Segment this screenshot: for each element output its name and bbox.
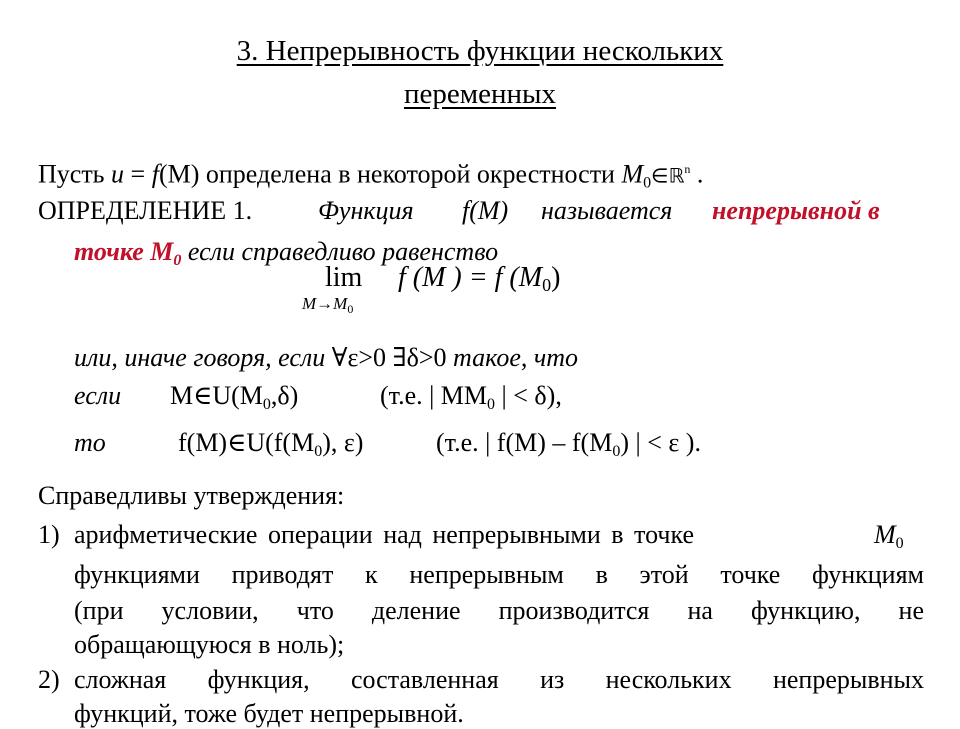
claim-2-number: 2) [38, 665, 60, 694]
page-title-line2: переменных [403, 78, 556, 110]
definition-red-term: непрерывной в [712, 196, 880, 225]
if-cond: $M\in U(M_0,\delta)$ [170, 381, 299, 413]
then-cond: $f(M)\in U(f(M_0)$, ε) [178, 428, 364, 460]
definition-head: ОПРЕДЕЛЕНИЕ 1. [38, 196, 253, 225]
page-title: 3. Непрерывность функции нескольких [236, 35, 724, 67]
definition-fM: f(M) [462, 196, 509, 225]
intro-line: Пусть u = f(M) определена в некоторой окрестности $M_0\in ℝ^n$ . [38, 159, 704, 192]
claim-2-line1: сложная функция, составленная из нескольких непрерывных [74, 665, 924, 694]
claim-1-line3: (при условии, что деление производится на функцию, не [74, 596, 924, 625]
claim-1-line4: обращающуюся в ноль); [74, 630, 345, 659]
formula-lim: lim [325, 262, 363, 293]
claims-head: Справедливы утверждения: [38, 481, 345, 510]
then-label: то [74, 428, 106, 457]
claim-1-line1: арифметические операции над непрерывными в точке [74, 520, 695, 549]
definition-called: называется [541, 196, 673, 225]
definition-func: Функция [318, 196, 414, 225]
if-te: (т.е. | $MM_0$ | < δ), [380, 381, 562, 413]
definition-line2: точке $M_0$ если справедливо равенство [74, 237, 499, 269]
claim-2-line2: функций, тоже будет непрерывной. [74, 699, 464, 728]
claim-1-number: 1) [38, 520, 60, 549]
if-label: если [74, 381, 122, 410]
or-line: или, иначе говоря, если ∀ε>0 ∃δ>0 такое, что [74, 343, 579, 372]
formula-expr: f (M ) = f $(M_0)$ [398, 262, 561, 295]
formula-under: $M\to M_0$ [302, 294, 354, 316]
claim-1-M0: $M_0$ [874, 520, 904, 552]
claim-1-line2: функциями приводят к непрерывным в этой точке функциям [74, 560, 924, 589]
then-te: (т.е. | $f(M) - f(M_0)$ | < ε ). [436, 428, 701, 460]
